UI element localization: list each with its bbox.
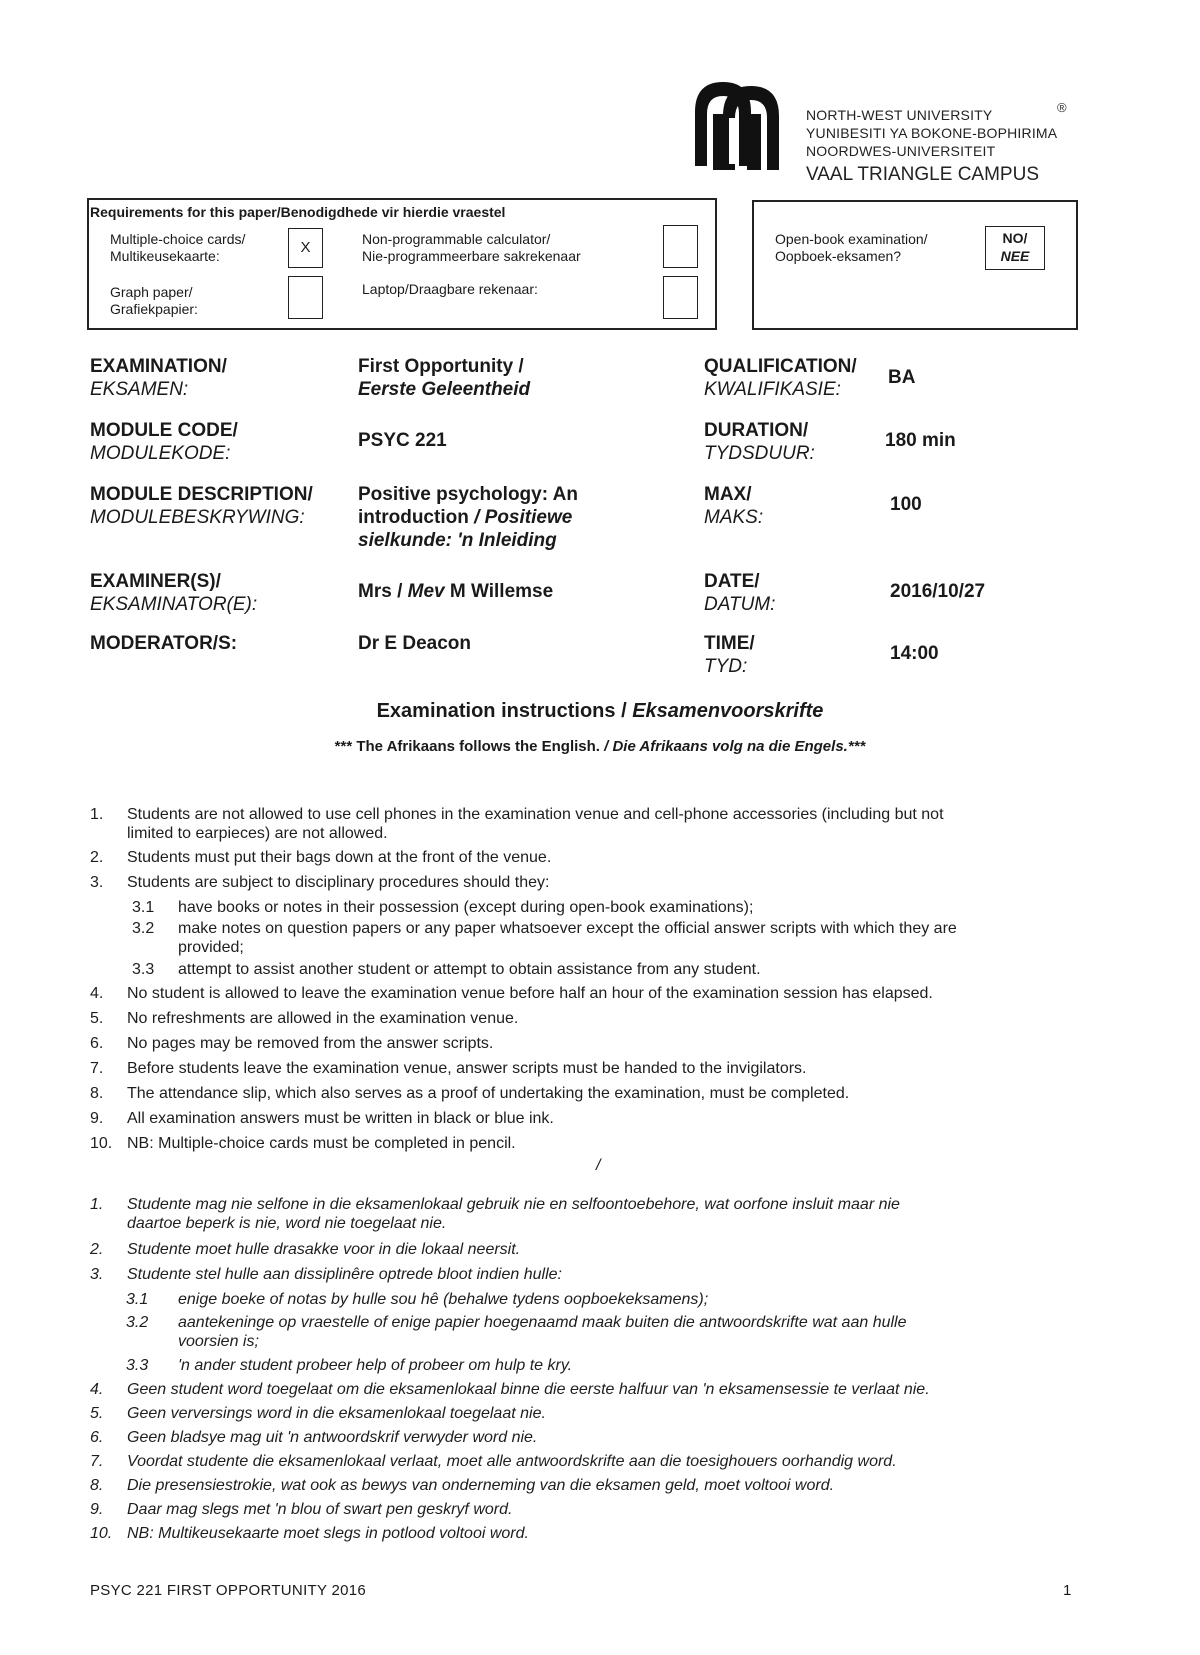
list-item: 8. Die presensiestrokie, wat ook as bewys van onderneming van die eksamen geld, moet voltooi word. xyxy=(90,1477,835,1494)
list-item: 10. NB: Multikeusekaarte moet slegs in potlood voltooi word. xyxy=(90,1525,529,1542)
university-name-tswana: YUNIBESITI YA BOKONE-BOPHIRIMA xyxy=(806,125,1058,141)
list-item: 8. The attendance slip, which also serves as a proof of undertaking the examination, must be completed. xyxy=(90,1085,850,1102)
footer-title: PSYC 221 FIRST OPPORTUNITY 2016 xyxy=(90,1582,367,1599)
open-book-answer: NO/ NEE xyxy=(985,226,1045,270)
date-value: 2016/10/27 xyxy=(890,581,986,602)
list-item: 3.1 enige boeke of notas by hulle sou hê (behalwe tydens oopboekeksamens); xyxy=(126,1291,709,1308)
time-value: 14:00 xyxy=(890,643,939,664)
laptop-checkbox xyxy=(663,276,698,319)
duration-value: 180 min xyxy=(885,430,956,451)
examination-value: First Opportunity / Eerste Geleentheid xyxy=(358,356,531,400)
university-name-en: NORTH-WEST UNIVERSITY xyxy=(806,107,993,123)
instructions-title: Examination instructions / Eksamenvoorskrifte xyxy=(376,700,824,722)
examination-label: EXAMINATION/ EKSAMEN: xyxy=(90,356,227,400)
list-item: 3. Students are subject to disciplinary procedures should they: xyxy=(90,874,550,891)
max-value: 100 xyxy=(890,494,922,515)
laptop-label: Laptop/Draagbare rekenaar: xyxy=(362,281,538,297)
qualification-label: QUALIFICATION/ KWALIFIKASIE: xyxy=(704,356,857,400)
examiners-value: Mrs / Mev M Willemse xyxy=(358,581,554,602)
language-separator: / xyxy=(596,1157,601,1174)
university-logo-icon xyxy=(683,74,791,178)
module-code-label: MODULE CODE/ MODULEKODE: xyxy=(90,420,238,464)
duration-label: DURATION/ TYDSDUUR: xyxy=(704,420,815,464)
calculator-checkbox xyxy=(663,225,698,268)
requirements-title: Requirements for this paper/Benodigdhede vir hierdie vraestel xyxy=(90,204,506,220)
qualification-value: BA xyxy=(888,367,916,388)
mc-cards-checkbox: X xyxy=(288,228,323,268)
instructions-note: *** The Afrikaans follows the English. / Die Afrikaans volg na die Engels.*** xyxy=(334,738,866,755)
list-item: 1. Students are not allowed to use cell phones in the examination venue and cell-phone accessories (including but not limited to earpieces) are not allowed. xyxy=(90,806,944,842)
graph-paper-checkbox xyxy=(288,276,323,319)
list-item: 4. No student is allowed to leave the examination venue before half an hour of the examination session has elapsed. xyxy=(90,985,933,1002)
graph-paper-label: Graph paper/ Grafiekpapier: xyxy=(110,284,198,317)
list-item: 4. Geen student word toegelaat om die eksamenlokaal binne die eerste halfuur van 'n eksamensessie te verlaat nie. xyxy=(90,1381,930,1398)
list-item: 3.3 attempt to assist another student or attempt to obtain assistance from any student. xyxy=(132,961,761,978)
list-item: 5. Geen verversings word in die eksamenlokaal toegelaat nie. xyxy=(90,1405,546,1422)
list-item: 2. Studente moet hulle drasakke voor in die lokaal neersit. xyxy=(90,1241,521,1258)
moderator-label: MODERATOR/S: xyxy=(90,633,238,654)
moderator-value: Dr E Deacon xyxy=(358,633,471,654)
page-number: 1 xyxy=(1063,1582,1072,1599)
list-item: 6. No pages may be removed from the answer scripts. xyxy=(90,1035,494,1052)
list-item: 7. Before students leave the examination venue, answer scripts must be handed to the invigilators. xyxy=(90,1060,807,1077)
list-item: 5. No refreshments are allowed in the examination venue. xyxy=(90,1010,519,1027)
list-item: 3.2 make notes on question papers or any paper whatsoever except the official answer scripts with which they are provided; xyxy=(132,920,957,956)
list-item: 6. Geen bladsye mag uit 'n antwoordskrif verwyder word nie. xyxy=(90,1429,538,1446)
calculator-label: Non-programmable calculator/ Nie-programmeerbare sakrekenaar xyxy=(362,231,581,264)
examiners-label: EXAMINER(S)/ EKSAMINATOR(E): xyxy=(90,571,258,615)
mc-cards-label: Multiple-choice cards/ Multikeusekaarte: xyxy=(110,231,246,264)
list-item: 3.1 have books or notes in their possession (except during open-book examinations); xyxy=(132,899,754,916)
list-item: 9. Daar mag slegs met 'n blou of swart pen geskryf word. xyxy=(90,1501,513,1518)
time-label: TIME/ TYD: xyxy=(704,633,755,677)
list-item: 3. Studente stel hulle aan dissiplinêre optrede bloot indien hulle: xyxy=(90,1266,562,1283)
date-label: DATE/ DATUM: xyxy=(704,571,776,615)
list-item: 7. Voordat studente die eksamenlokaal verlaat, moet alle antwoordskrifte aan die toesighouers oorhandig word. xyxy=(90,1453,897,1470)
university-name-af: NOORDWES-UNIVERSITEIT xyxy=(806,143,996,159)
list-item: 10. NB: Multiple-choice cards must be completed in pencil. xyxy=(90,1135,516,1152)
open-book-label: Open-book examination/ Oopboek-eksamen? xyxy=(775,231,928,264)
module-description-value: Positive psychology: An introduction / Positiewe sielkunde: 'n Inleiding xyxy=(358,484,578,551)
module-code-value: PSYC 221 xyxy=(358,430,447,451)
list-item: 9. All examination answers must be written in black or blue ink. xyxy=(90,1110,554,1127)
campus-name: VAAL TRIANGLE CAMPUS xyxy=(806,164,1039,185)
list-item: 3.3 'n ander student probeer help of probeer om hulp te kry. xyxy=(126,1357,573,1374)
max-label: MAX/ MAKS: xyxy=(704,484,764,528)
list-item: 2. Students must put their bags down at the front of the venue. xyxy=(90,849,552,866)
list-item: 1. Studente mag nie selfone in die eksamenlokaal gebruik nie en selfoontoebehore, wat oorfone insluit maar nie daartoe beperk is nie, word nie toegelaat nie. xyxy=(90,1196,900,1232)
list-item: 3.2 aantekeninge op vraestelle of enige papier hoegenaamd maak buiten die antwoordskrifte wat aan hulle voorsien is; xyxy=(126,1314,907,1350)
module-description-label: MODULE DESCRIPTION/ MODULEBESKRYWING: xyxy=(90,484,313,528)
registered-mark: ® xyxy=(1057,100,1067,115)
